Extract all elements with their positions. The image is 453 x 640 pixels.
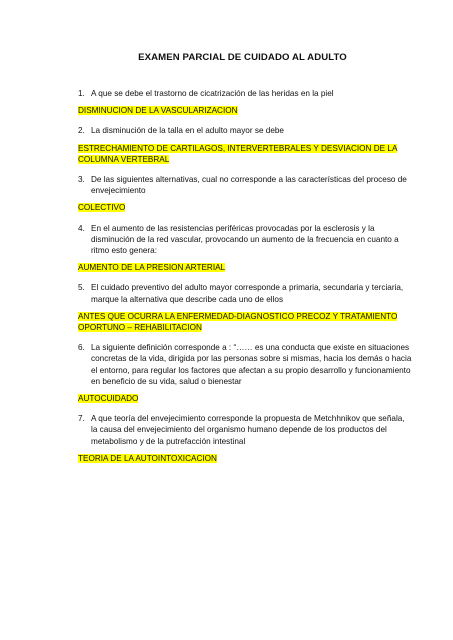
answer-1 <box>78 105 413 116</box>
answer-3 <box>78 202 413 213</box>
question-text: La siguiente definición corresponde a : “…… es una conducta que existe en situaciones concretas de la vida, dirigida por las personas sobre si mismas, hacia los demás o hacia el entorno, para regular los factores que afectan a su propio desarrollo y funcionamiento en beneficio de su vida, salud o bienestar <box>91 343 412 386</box>
question-number: 2. <box>78 126 85 136</box>
question-text: A que se debe el trastorno de cicatrización de las heridas en la piel <box>91 89 334 98</box>
answer-6 <box>78 393 413 404</box>
question-number: 6. <box>78 343 85 353</box>
highlighted-answer: DISMINUCION DE LA VASCULARIZACION <box>78 106 238 116</box>
answer-5 <box>78 311 413 333</box>
question-text: El cuidado preventivo del adulto mayor corresponde a primaria, secundaria y terciaria, marque la alternativa que describe cada uno de ellos <box>91 283 404 304</box>
question-1 <box>78 88 413 99</box>
question-5 <box>78 282 413 304</box>
question-2 <box>78 125 413 136</box>
question-text: En el aumento de las resistencias periféricas provocadas por la esclerosis y la disminución de la red vascular, provocando un aumento de la frecuencia en cuanto a ritmo esto genera: <box>91 223 399 256</box>
question-6 <box>78 342 413 387</box>
question-number: 7. <box>78 414 85 424</box>
answer-4 <box>78 262 413 273</box>
highlighted-answer: AUMENTO DE LA PRESION ARTERIAL <box>78 263 226 273</box>
question-number: 5. <box>78 283 85 293</box>
highlighted-answer: ESTRECHAMIENTO DE CARTILAGOS, INTERVERTEBRALES Y DESVIACION DE LA COLUMNA VERTEBRAL <box>78 143 398 164</box>
document-title: EXAMEN PARCIAL DE CUIDADO AL ADULTO <box>138 52 347 63</box>
question-number: 1. <box>78 89 85 98</box>
highlighted-answer: COLECTIVO <box>78 203 126 213</box>
question-7 <box>78 413 413 447</box>
highlighted-answer: TEORIA DE LA AUTOINTOXICACION <box>78 453 217 463</box>
answer-2 <box>78 143 413 165</box>
highlighted-answer: AUTOCUIDADO <box>78 394 139 404</box>
question-4 <box>78 223 413 257</box>
question-number: 4. <box>78 223 85 233</box>
highlighted-answer: ANTES QUE OCURRA LA ENFERMEDAD-DIAGNOSTICO PRECOZ Y TRATAMIENTO OPORTUNO – REHABILITACION <box>78 311 398 333</box>
question-text: De las siguientes alternativas, cual no corresponde a las características del proceso de envejecimiento <box>91 175 407 196</box>
question-number: 3. <box>78 175 85 185</box>
question-text: A que teoría del envejecimiento corresponde la propuesta de Metchhnikov que señala, la causa del envejecimiento del organismo humano depende de los productos del metabolismo y de la putrefacción intestinal <box>91 414 405 446</box>
question-3 <box>78 174 413 196</box>
question-text: La disminución de la talla en el adulto mayor se debe <box>91 126 284 136</box>
answer-7 <box>78 453 413 464</box>
